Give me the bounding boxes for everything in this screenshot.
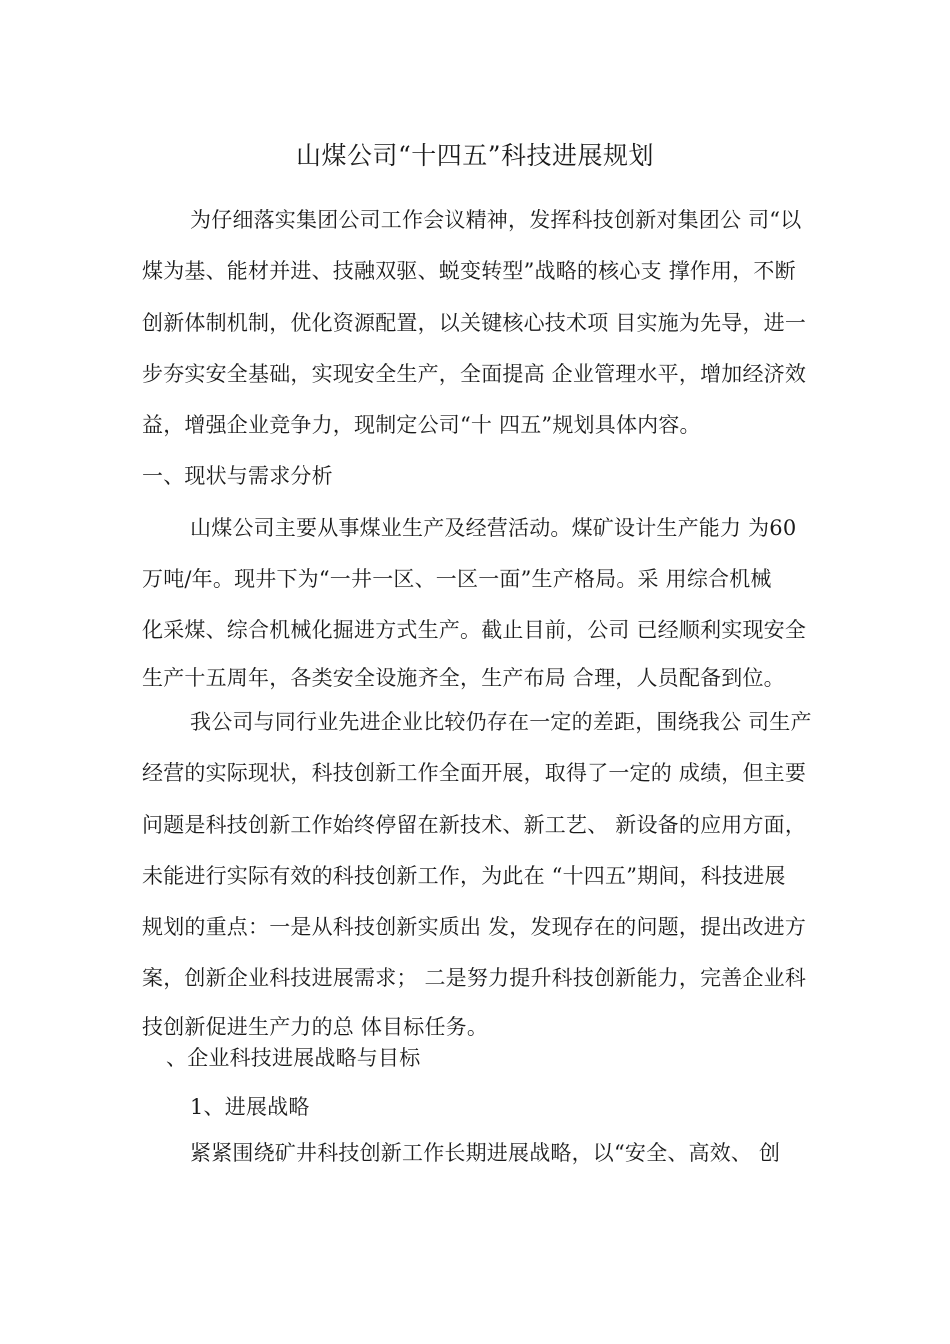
paragraph-1-line: 煤为基、能材并进、技融双驱、蜕变转型”战略的核心支 撑作用，不断 (142, 259, 796, 283)
paragraph-1-line: 为仔细落实集团公司工作会议精神，发挥科技创新对集团公 司“以 (190, 208, 802, 232)
paragraph-3-line: 经营的实际现状，科技创新工作全面开展，取得了一定的 成绩，但主要 (142, 761, 807, 785)
subsection-heading: 1、进展战略 (190, 1095, 310, 1119)
paragraph-2-line: 化采煤、综合机械化掘进方式生产。截止目前，公司 已经顺利实现安全 (142, 618, 807, 642)
paragraph-3-line: 案，创新企业科技进展需求； 二是努力提升科技创新能力，完善企业科 (142, 966, 807, 990)
paragraph-1-line: 益，增强企业竞争力，现制定公司“十 四五”规划具体内容。 (142, 413, 701, 437)
paragraph-3-line: 技创新促进生产力的总 体目标任务。 (142, 1015, 489, 1039)
paragraph-3-line: 未能进行实际有效的科技创新工作，为此在 “十四五”期间，科技进展 (142, 864, 786, 888)
section-heading: 、企业科技进展战略与目标 (166, 1046, 421, 1070)
paragraph-4-line: 紧紧围绕矿井科技创新工作长期进展战略，以“安全、高效、 创 (190, 1141, 781, 1165)
paragraph-3-line: 我公司与同行业先进企业比较仍存在一定的差距，围绕我公 司生产 (190, 710, 812, 734)
section-heading: 一、现状与需求分析 (142, 464, 333, 488)
document-title: 山煤公司“十四五”科技进展规划 (295, 141, 655, 170)
paragraph-1-line: 步夯实安全基础，实现安全生产，全面提高 企业管理水平，增加经济效 (142, 362, 807, 386)
paragraph-2-line: 生产十五周年，各类安全设施齐全，生产布局 合理，人员配备到位。 (142, 666, 785, 690)
paragraph-2-line: 山煤公司主要从事煤业生产及经营活动。煤矿设计生产能力 为60 (190, 516, 797, 540)
paragraph-3-line: 问题是科技创新工作始终停留在新技术、新工艺、 新设备的应用方面， (142, 813, 807, 837)
paragraph-1-line: 创新体制机制，优化资源配置，以关键核心技术项 目实施为先导，进一 (142, 311, 807, 335)
paragraph-3-line: 规划的重点：一是从科技创新实质出 发，发现存在的问题，提出改进方 (142, 915, 807, 939)
paragraph-2-line: 万吨/年。现井下为“一井一区、一区一面”生产格局。采 用综合机械 (142, 567, 772, 591)
